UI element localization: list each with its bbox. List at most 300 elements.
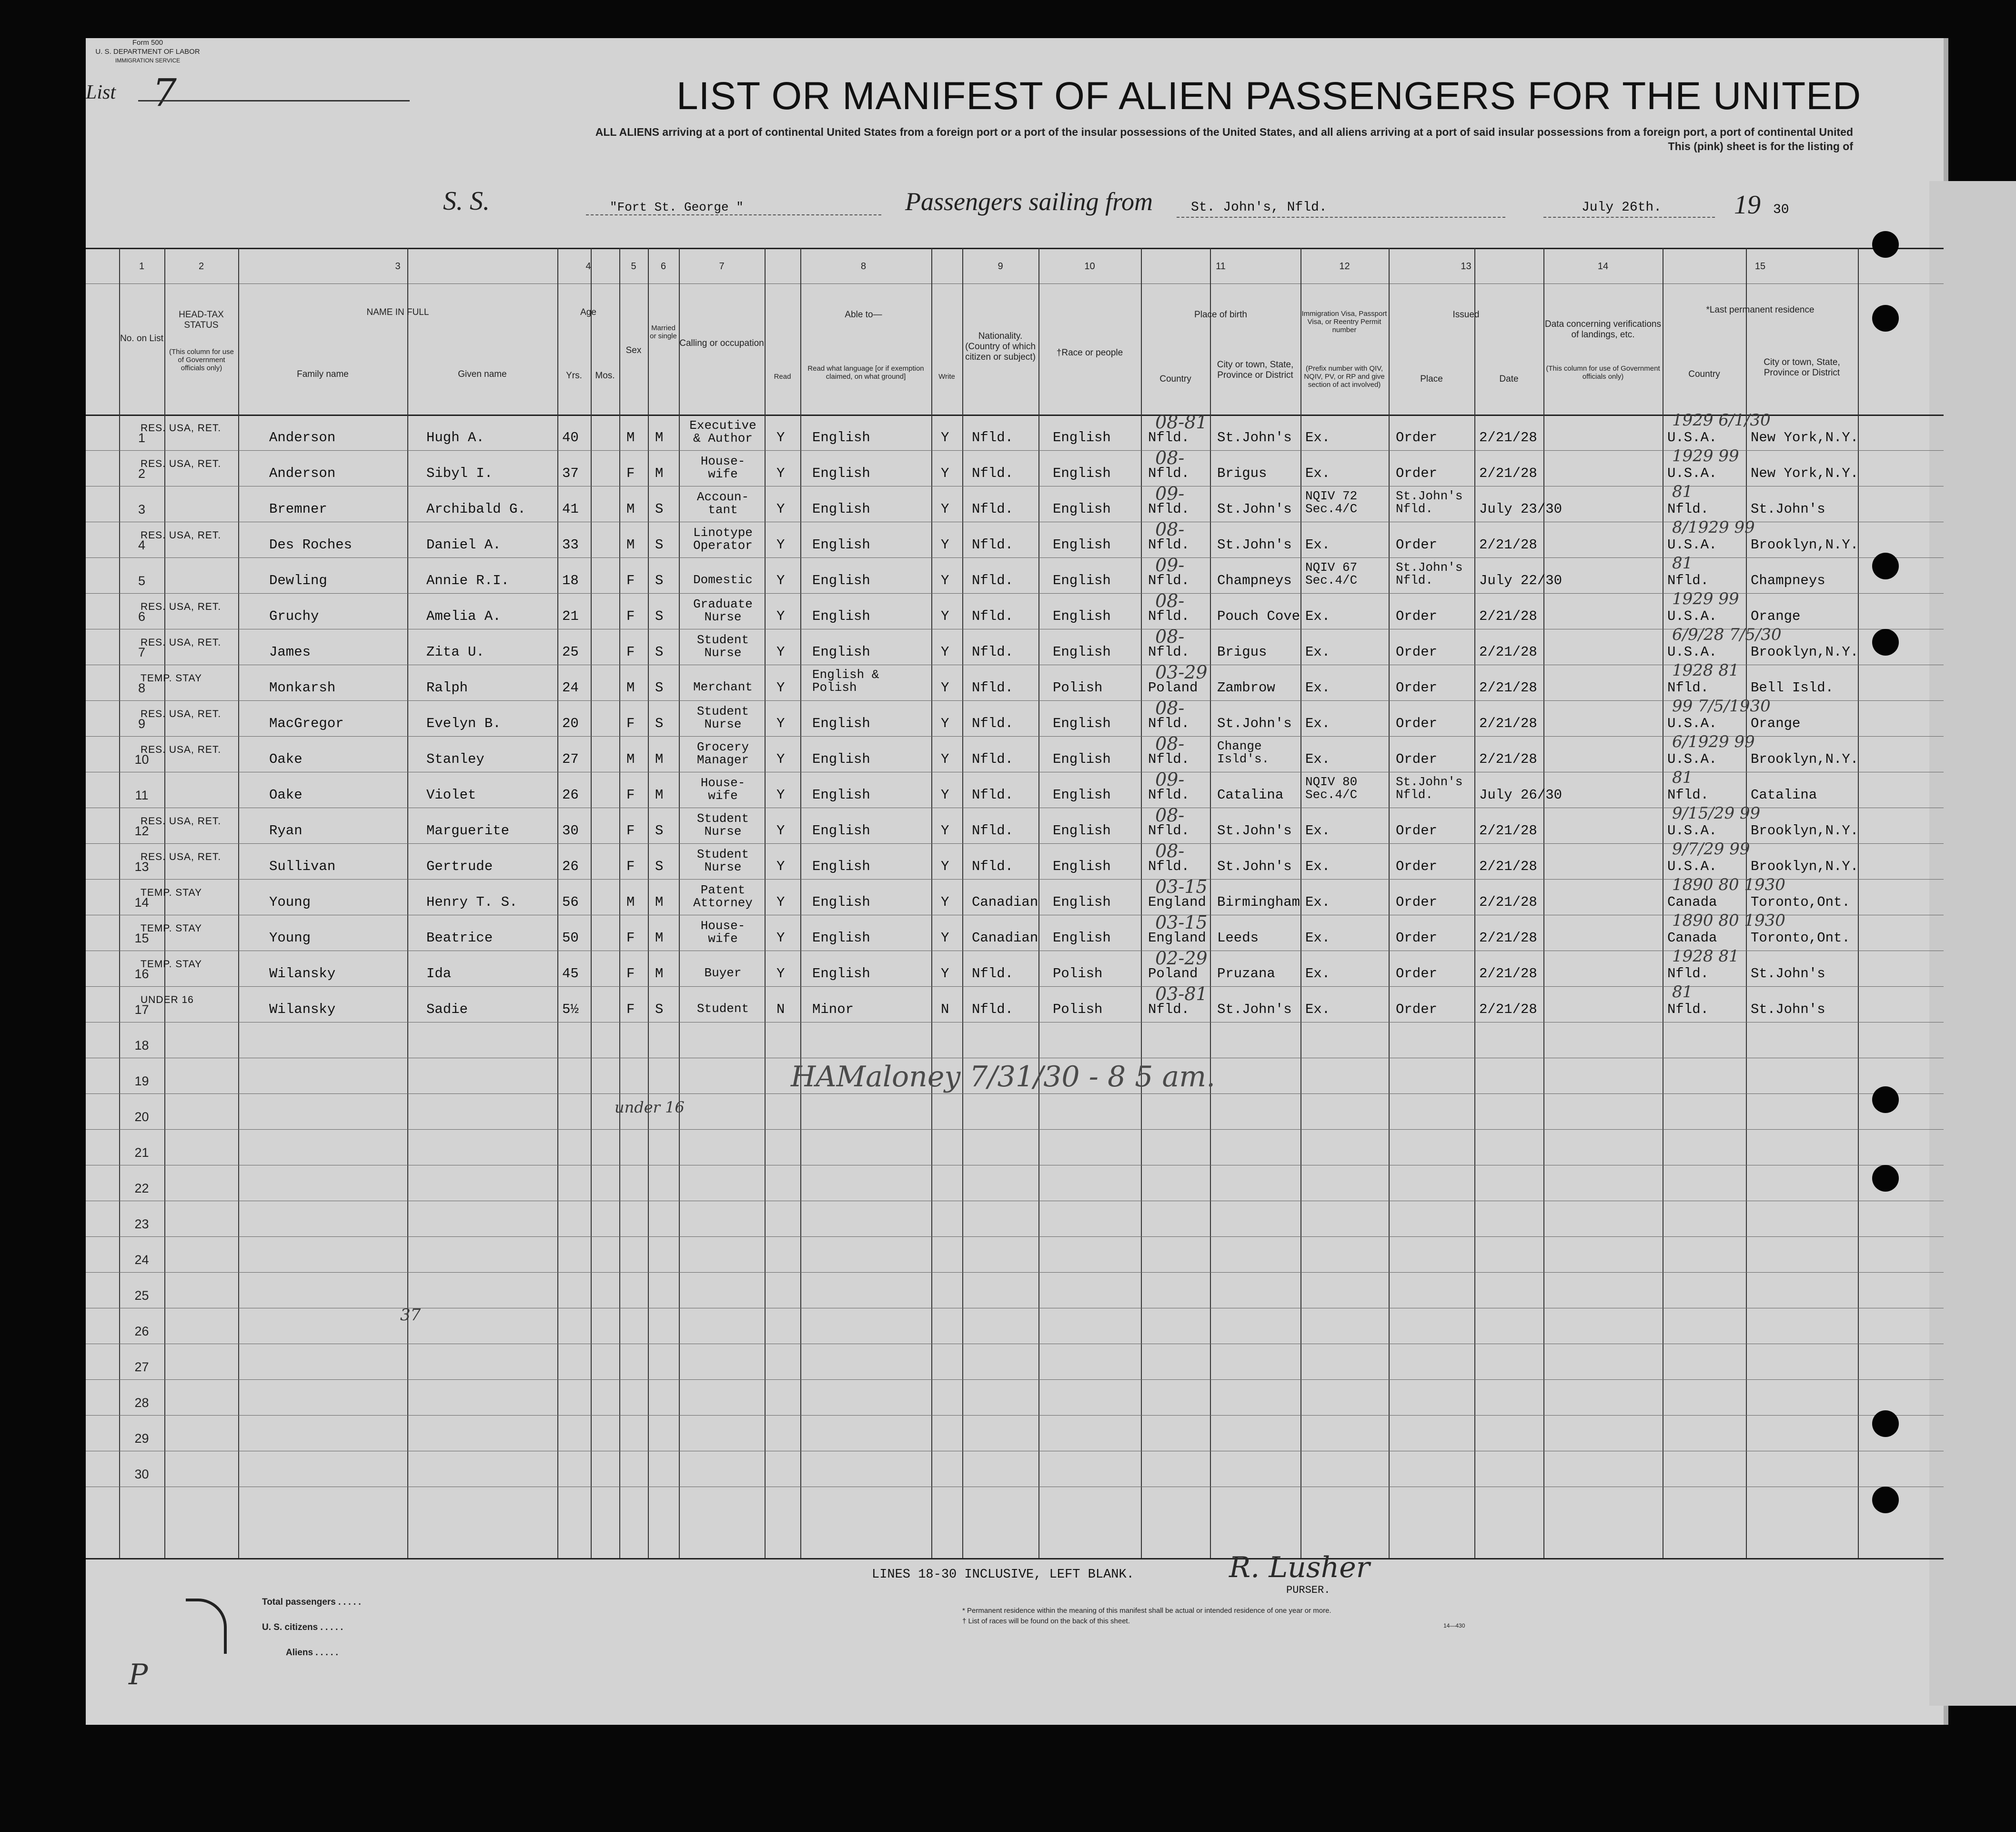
can-read: Y [776, 787, 785, 803]
row-number: 11 [135, 788, 149, 802]
read-language: English [812, 573, 870, 588]
sex: F [626, 573, 635, 588]
sex: F [626, 966, 635, 982]
nationality: Canadian [972, 894, 1038, 910]
race: Polish [1053, 966, 1103, 982]
marital-status: S [655, 823, 664, 839]
birth-city: St.John's [1217, 501, 1292, 517]
row-number: 22 [134, 1181, 149, 1195]
race: English [1053, 823, 1111, 839]
can-read: Y [776, 930, 785, 946]
table-row [86, 518, 1944, 557]
handwritten-birth-code: 08- [1155, 519, 1185, 540]
birth-country: Nfld. [1148, 859, 1190, 874]
can-read: Y [776, 430, 785, 445]
given-name: Sadie [426, 1002, 468, 1017]
birth-country: Nfld. [1148, 573, 1190, 588]
sex: M [626, 680, 635, 696]
ship-name-line [586, 214, 881, 215]
table-row [86, 661, 1944, 700]
header-landing-note: (This column for use of Government officials only) [1546, 364, 1660, 381]
residence-city: Toronto,Ont. [1751, 930, 1850, 946]
can-write: Y [941, 430, 949, 445]
table-bottom-rule [86, 1558, 1944, 1559]
issue-date: 2/21/28 [1479, 537, 1537, 553]
header-write: Write [938, 373, 955, 381]
header-calling: Calling or occupation [679, 338, 764, 348]
age-years: 40 [562, 430, 579, 445]
occupation-line: Accoun- [696, 490, 749, 504]
issue-date: July 22/30 [1479, 573, 1562, 588]
family-name: Young [269, 894, 311, 910]
port-line [1177, 217, 1505, 218]
handwritten-residence-note: 81 [1672, 482, 1693, 501]
handwritten-residence-note: 99 7/5/1930 [1672, 697, 1771, 716]
occupation-line: Manager [696, 753, 749, 767]
row-rule [86, 1415, 1944, 1416]
occupation-line: Nurse [704, 717, 742, 731]
handwritten-birth-code: 09- [1155, 555, 1185, 576]
head-tax-status: RES. USA, RET. [141, 709, 222, 719]
column-number: 13 [1461, 261, 1472, 272]
visa-number: Ex. [1305, 537, 1331, 553]
residence-city: Champneys [1751, 573, 1825, 588]
occupation [684, 574, 762, 587]
birth-country: Nfld. [1148, 1002, 1190, 1017]
age-years: 27 [562, 751, 579, 767]
birth-city: Birmingham [1217, 894, 1300, 910]
read-language: English [812, 823, 870, 839]
read-language: English [812, 608, 870, 624]
read-language: English [812, 430, 870, 445]
residence-country: Nfld. [1667, 573, 1709, 588]
visa-number: Ex. [1305, 966, 1331, 982]
family-name: MacGregor [269, 716, 344, 731]
head-tax-status: UNDER 16 [141, 994, 194, 1005]
can-write: Y [941, 466, 949, 481]
read-language: English & Polish [812, 668, 879, 695]
can-read: Y [776, 680, 785, 696]
can-write: Y [941, 501, 949, 517]
residence-country: U.S.A. [1667, 537, 1717, 553]
residence-country: U.S.A. [1667, 608, 1717, 624]
nationality: Nfld. [972, 537, 1014, 553]
handwritten-birth-code: 02-29 [1155, 948, 1208, 969]
table-row [86, 875, 1944, 915]
head-tax-status: RES. USA, RET. [141, 458, 222, 469]
can-read: Y [776, 608, 785, 624]
handwritten-birth-code: 08- [1155, 698, 1185, 719]
head-tax-status: RES. USA, RET. [141, 637, 222, 648]
header-sex: Sex [625, 345, 642, 355]
occupation-line: wife [708, 789, 738, 803]
read-language: English [812, 787, 870, 803]
residence-country: U.S.A. [1667, 716, 1717, 731]
margin-mark: P [129, 1658, 148, 1691]
residence-city: Brooklyn,N.Y. [1751, 859, 1859, 874]
handwritten-residence-note: 81 [1672, 768, 1693, 787]
birth-city: St.John's [1217, 1002, 1292, 1017]
column-number: 12 [1339, 261, 1350, 272]
occupation-line: House- [700, 919, 746, 933]
header-nationality: Nationality. (Country of which citizen or subject) [965, 331, 1036, 362]
birth-country: Nfld. [1148, 430, 1190, 445]
binder-hole [1872, 1086, 1899, 1113]
read-language: English [812, 930, 870, 946]
occupation-line: Student [696, 633, 749, 647]
row-number: 28 [134, 1396, 149, 1410]
family-name: Young [269, 930, 311, 946]
handwritten-residence-note: 1929 99 [1672, 589, 1739, 608]
nationality: Nfld. [972, 859, 1014, 874]
header-place-of-birth: Place of birth [1194, 310, 1247, 320]
occupation-line: Student [696, 1002, 749, 1016]
given-name: Annie R.I. [426, 573, 510, 588]
binder-hole [1872, 231, 1899, 258]
visa-number: Ex. [1305, 680, 1331, 696]
race: English [1053, 716, 1111, 731]
family-name: Monkarsh [269, 680, 336, 696]
header-read: Read [774, 373, 791, 381]
issue-date: 2/21/28 [1479, 751, 1537, 767]
age-years: 45 [562, 966, 579, 982]
handwritten-residence-note: 1928 81 [1672, 661, 1739, 680]
table-row [86, 804, 1944, 843]
row-number: 27 [134, 1360, 149, 1374]
table-row [86, 732, 1944, 772]
occupation [684, 884, 762, 910]
family-name: Ryan [269, 823, 302, 839]
visa-number: Ex. [1305, 466, 1331, 481]
given-name: Ida [426, 966, 452, 982]
residence-city: St.John's [1751, 1002, 1825, 1017]
inspector-signature: HAMaloney 7/31/30 - 8 5 am. [791, 1060, 1216, 1093]
binder-hole [1872, 553, 1899, 579]
marital-status: M [655, 894, 664, 910]
nationality: Nfld. [972, 644, 1014, 660]
table-row [86, 554, 1944, 593]
age-years: 24 [562, 680, 579, 696]
read-language: English [812, 644, 870, 660]
row-rule [86, 1236, 1944, 1237]
issue-place: Order [1396, 930, 1438, 946]
occupation-line: Domestic [693, 573, 753, 587]
occupation [684, 681, 762, 694]
handwritten-birth-code: 08- [1155, 626, 1185, 647]
marital-status: M [655, 966, 664, 982]
can-write: Y [941, 787, 949, 803]
sex: M [626, 894, 635, 910]
residence-city: Brooklyn,N.Y. [1751, 537, 1859, 553]
issue-date: 2/21/28 [1479, 930, 1537, 946]
row-number: 5 [138, 574, 146, 588]
header-no-on-list: No. on List [120, 334, 163, 344]
nationality: Nfld. [972, 501, 1014, 517]
birth-country: England [1148, 930, 1206, 946]
nationality: Nfld. [972, 751, 1014, 767]
annotation-under16: under 16 [615, 1098, 685, 1116]
occupation-line: Student [696, 847, 749, 861]
residence-city: St.John's [1751, 501, 1825, 517]
manifest-table [86, 248, 1944, 1558]
visa-number: Ex. [1305, 1002, 1331, 1017]
row-number: 29 [134, 1431, 149, 1446]
visa-number: Ex. [1305, 930, 1331, 946]
row-rule [86, 1272, 1944, 1273]
visa-number: Ex. [1305, 751, 1331, 767]
row-number: 12 [134, 824, 149, 838]
family-name: Dewling [269, 573, 327, 588]
residence-city: Brooklyn,N.Y. [1751, 751, 1859, 767]
year-suffix: 30 [1773, 202, 1789, 217]
given-name: Ralph [426, 680, 468, 696]
department-name: U. S. DEPARTMENT OF LABOR [95, 48, 200, 56]
row-number: 16 [134, 967, 149, 981]
header-landing-data: Data concerning verifications of landings, etc. [1545, 319, 1661, 340]
given-name: Beatrice [426, 930, 493, 946]
issue-date: 2/21/28 [1479, 716, 1537, 731]
head-tax-status: RES. USA, RET. [141, 851, 222, 862]
birth-country: Nfld. [1148, 466, 1190, 481]
header-visa-note: (Prefix number with QIV, NQIV, PV, or RP and give section of act involved) [1304, 364, 1385, 389]
handwritten-residence-note: 81 [1672, 982, 1693, 1002]
row-number: 10 [134, 752, 149, 767]
issue-date: 2/21/28 [1479, 966, 1537, 982]
birth-city: Catalina [1217, 787, 1284, 803]
can-write: Y [941, 608, 949, 624]
birth-country: Nfld. [1148, 608, 1190, 624]
row-rule [86, 1379, 1944, 1380]
age-years: 37 [562, 466, 579, 481]
row-number: 13 [134, 860, 149, 874]
birth-city: St.John's [1217, 859, 1292, 874]
table-top-rule [86, 248, 1944, 249]
residence-country: Nfld. [1667, 966, 1709, 982]
occupation [684, 455, 762, 481]
race: English [1053, 466, 1111, 481]
issue-place: Order [1396, 430, 1438, 445]
can-read: Y [776, 859, 785, 874]
handwritten-birth-code: 09- [1155, 483, 1185, 504]
handwritten-residence-note: 1929 99 [1672, 446, 1739, 466]
family-name: Sullivan [269, 859, 336, 874]
occupation-line: House- [700, 776, 746, 790]
can-write: Y [941, 573, 949, 588]
header-race: †Race or people [1056, 348, 1123, 358]
sex: F [626, 823, 635, 839]
can-write: Y [941, 751, 949, 767]
birth-city: Pruzana [1217, 966, 1275, 982]
occupation [684, 812, 762, 838]
visa-number: NQIV 80 Sec.4/C [1305, 775, 1358, 802]
residence-city: St.John's [1751, 966, 1825, 982]
age-years: 18 [562, 573, 579, 588]
can-write: Y [941, 680, 949, 696]
can-read: Y [776, 716, 785, 731]
total-passengers-label: Total passengers . . . . . [262, 1597, 361, 1607]
birth-country: Nfld. [1148, 501, 1190, 517]
race: English [1053, 430, 1111, 445]
visa-number: NQIV 72 Sec.4/C [1305, 489, 1358, 516]
age-years: 5½ [562, 1002, 579, 1017]
row-number: 26 [134, 1324, 149, 1338]
given-name: Marguerite [426, 823, 510, 839]
can-write: Y [941, 859, 949, 874]
visa-number: Ex. [1305, 823, 1331, 839]
occupation [684, 777, 762, 802]
nationality: Nfld. [972, 716, 1014, 731]
nationality: Nfld. [972, 608, 1014, 624]
occupation-line: wife [708, 931, 738, 946]
row-number: 14 [134, 895, 149, 910]
row-number: 18 [134, 1038, 149, 1053]
issue-place: Order [1396, 680, 1438, 696]
sex: M [626, 751, 635, 767]
header-age: Age [580, 307, 596, 317]
year-prefix: 19 [1734, 190, 1761, 220]
occupation-line: Nurse [704, 824, 742, 839]
marital-status: S [655, 716, 664, 731]
occupation [684, 920, 762, 945]
head-tax-status: TEMP. STAY [141, 673, 202, 684]
marital-status: M [655, 430, 664, 445]
sex: F [626, 859, 635, 874]
birth-city: Brigus [1217, 644, 1267, 660]
family-name: Anderson [269, 430, 336, 445]
residence-city: Brooklyn,N.Y. [1751, 823, 1859, 839]
occupation-line: tant [708, 503, 738, 517]
header-age-years: Yrs. [566, 371, 582, 381]
read-language: English [812, 537, 870, 553]
issue-place: Order [1396, 823, 1438, 839]
occupation-line: Executive [689, 418, 756, 433]
issue-place: Order [1396, 751, 1438, 767]
margin-number: 37 [400, 1306, 421, 1325]
occupation-line: Student [696, 704, 749, 719]
handwritten-birth-code: 03-15 [1155, 912, 1208, 933]
family-name: Des Roches [269, 537, 353, 553]
family-name: Bremner [269, 501, 327, 517]
can-read: Y [776, 501, 785, 517]
race: English [1053, 751, 1111, 767]
read-language: English [812, 859, 870, 874]
footnote-residence: * Permanent residence within the meaning of this manifest shall be actual or intended residence of one year or more. [962, 1607, 1331, 1615]
issue-place: Order [1396, 537, 1438, 553]
can-read: Y [776, 644, 785, 660]
handwritten-residence-note: 9/15/29 99 [1672, 804, 1761, 823]
given-name: Stanley [426, 751, 484, 767]
footnote-races: † List of races will be found on the back of this sheet. [962, 1617, 1130, 1625]
column-number: 2 [198, 261, 204, 272]
marital-status: S [655, 644, 664, 660]
header-issued: Issued [1452, 310, 1480, 320]
table-row [86, 840, 1944, 879]
age-years: 33 [562, 537, 579, 553]
birth-city: St.John's [1217, 823, 1292, 839]
age-years: 20 [562, 716, 579, 731]
family-name: Wilansky [269, 1002, 336, 1017]
header-birth-city: City or town, State, Province or District [1217, 360, 1294, 380]
race: English [1053, 573, 1111, 588]
birth-country: Nfld. [1148, 716, 1190, 731]
row-number: 4 [138, 538, 146, 552]
column-number: 4 [585, 261, 591, 272]
birth-country: England [1148, 894, 1206, 910]
birth-city: Leeds [1217, 930, 1259, 946]
read-language: English [812, 716, 870, 731]
ship-name: "Fort St. George " [610, 200, 744, 214]
row-number: 20 [134, 1110, 149, 1124]
family-name: Oake [269, 751, 302, 767]
issue-place: Order [1396, 608, 1438, 624]
issue-date: 2/21/28 [1479, 680, 1537, 696]
birth-city: St.John's [1217, 716, 1292, 731]
birth-city: St.John's [1217, 430, 1292, 445]
race: Polish [1053, 680, 1103, 696]
given-name: Amelia A. [426, 608, 501, 624]
visa-number: Ex. [1305, 859, 1331, 874]
column-number-rule [86, 283, 1944, 284]
sex: F [626, 787, 635, 803]
occupation-line: Buyer [704, 966, 742, 980]
residence-country: Canada [1667, 894, 1717, 910]
table-row [86, 446, 1944, 486]
birth-country: Poland [1148, 966, 1198, 982]
occupation-line: Student [696, 811, 749, 826]
column-number: 3 [395, 261, 401, 272]
issue-date: 2/21/28 [1479, 466, 1537, 481]
row-number: 9 [138, 717, 146, 731]
header-visa: Immigration Visa, Passport Visa, or Reentry Permit number [1301, 310, 1387, 334]
table-row [86, 482, 1944, 522]
residence-city: Catalina [1751, 787, 1817, 803]
given-name: Archibald G. [426, 501, 526, 517]
can-read: Y [776, 894, 785, 910]
issue-date: 2/21/28 [1479, 894, 1537, 910]
issue-date: 2/21/28 [1479, 608, 1537, 624]
race: English [1053, 501, 1111, 517]
occupation-line: Graduate [693, 597, 753, 611]
age-years: 26 [562, 787, 579, 803]
binder-hole [1872, 1487, 1899, 1513]
nationality: Nfld. [972, 787, 1014, 803]
read-language: English [812, 466, 870, 481]
can-write: Y [941, 930, 949, 946]
column-number: 10 [1084, 261, 1095, 272]
us-citizens-label: U. S. citizens . . . . . [262, 1622, 343, 1632]
departure-port: St. John's, Nfld. [1191, 200, 1327, 215]
row-number: 1 [138, 431, 146, 445]
form-number: Form 500 [132, 39, 163, 47]
race: English [1053, 608, 1111, 624]
row-number: 17 [134, 1002, 149, 1017]
read-language: Minor [812, 1002, 854, 1017]
manifest-subtitle [324, 125, 1853, 153]
issue-date: 2/21/28 [1479, 823, 1537, 839]
birth-country: Nfld. [1148, 751, 1190, 767]
handwritten-birth-code: 08- [1155, 447, 1185, 468]
residence-country: Nfld. [1667, 787, 1709, 803]
column-number: 11 [1216, 261, 1226, 272]
occupation [684, 967, 762, 980]
row-number: 2 [138, 466, 146, 481]
occupation-line: Grocery [696, 740, 749, 754]
header-able-to: Able to— [845, 310, 882, 320]
marital-status: M [655, 751, 664, 767]
race: English [1053, 644, 1111, 660]
residence-city: Orange [1751, 716, 1801, 731]
handwritten-residence-note: 6/1929 99 [1672, 732, 1755, 751]
